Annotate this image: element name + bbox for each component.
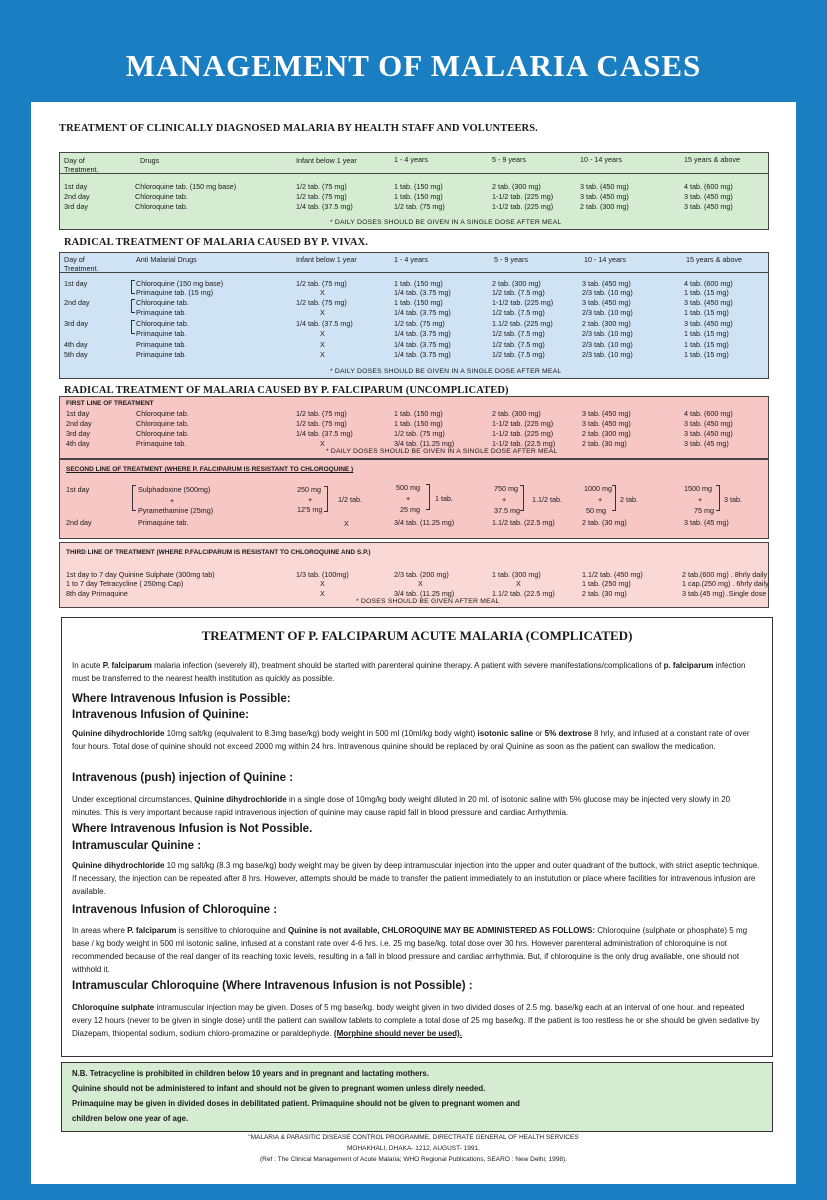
- nb-line-4: children below one year of age.: [72, 1114, 189, 1123]
- s1-cell-r1-c1: Chloroquine tab.: [135, 192, 188, 201]
- s4-cell-r1-c1: X: [320, 579, 325, 588]
- first-line-label: FIRST LINE OF TREATMENT: [66, 400, 154, 407]
- sl-drug-c: Primaquine tab.: [138, 518, 189, 527]
- s1-cell-r0-c2: 1/2 tab. (75 mg): [296, 182, 347, 191]
- s3-cell-r2-c1: Chloroquine tab.: [136, 429, 189, 438]
- s1-cell-r0-c1: Chloroquine tab. (150 mg base): [135, 182, 237, 191]
- s2-cell-r2-c5: 3 tab. (450 mg): [582, 298, 631, 307]
- s4-cell-r2-c0: 8th day Primaquine: [66, 589, 128, 598]
- sl-day2: 2nd day: [66, 518, 92, 527]
- section1-title: TREATMENT OF CLINICALLY DIAGNOSED MALARIA BY HEALTH STAFF AND VOLUNTEERS.: [59, 123, 538, 134]
- sl-c4-tab: 3 tab.: [724, 495, 742, 504]
- sl-c4-a: 1500 mg: [684, 484, 712, 493]
- s4-cell-r0-c4: 1.1/2 tab. (450 mg): [582, 570, 643, 579]
- s2-cell-r4-c6: 3 tab. (450 mg): [684, 319, 733, 328]
- s2-header-5-9: 5 - 9 years: [494, 255, 528, 264]
- s3-cell-r2-c6: 3 tab. (450 mg): [684, 429, 733, 438]
- s2-cell-r0-c6: 4 tab. (600 mg): [684, 279, 733, 288]
- s2-cell-r0-c1: Chloroquine (150 mg base): [136, 279, 224, 288]
- s1-cell-r2-c6: 3 tab. (450 mg): [684, 202, 733, 211]
- s2-cell-r2-c0: 2nd day: [64, 298, 90, 307]
- s4-cell-r2-c5: 3 tab.(45 mg) .Single dose: [682, 589, 767, 598]
- s1-header-infant: Infant below 1 year: [296, 156, 357, 165]
- s2-cell-r2-c1: Chloroquine tab.: [136, 298, 189, 307]
- s2-cell-r3-c2: X: [320, 308, 325, 317]
- s4-cell-r1-c3: X: [516, 579, 521, 588]
- s2-cell-r5-c2: X: [320, 329, 325, 338]
- sl-c1-b: 25 mg: [400, 505, 420, 514]
- s4-cell-r0-c1: 1/3 tab. (100mg): [296, 570, 349, 579]
- s3-cell-r3-c3: 3/4 tab. (11.25 mg): [394, 439, 455, 448]
- sl-plus: +: [170, 496, 175, 505]
- s3-cell-r1-c2: 1/2 tab. (75 mg): [296, 419, 347, 428]
- s2-cell-r6-c3: 1/4 tab. (3.75 mg): [394, 340, 451, 349]
- s2-header-day: Day of Treatment.: [64, 255, 99, 273]
- s3-cell-r3-c0: 4th day: [66, 439, 90, 448]
- section2-title: RADICAL TREATMENT OF MALARIA CAUSED BY P. VIVAX.: [64, 237, 369, 248]
- s2-cell-r1-c2: X: [320, 288, 325, 297]
- s4-cell-r0-c2: 2/3 tab. (200 mg): [394, 570, 449, 579]
- s2-cell-r1-c3: 1/4 tab. (3.75 mg): [394, 288, 451, 297]
- s3-cell-r3-c6: 3 tab. (45 mg): [684, 439, 729, 448]
- s1-header-10-14: 10 - 14 years: [580, 155, 622, 164]
- s2-cell-r7-c2: X: [320, 350, 325, 359]
- footer: [31, 1132, 796, 1165]
- s1-cell-r1-c4: 1-1/2 tab. (225 mg): [492, 192, 554, 201]
- s4-cell-r2-c4: 2 tab. (30 mg): [582, 589, 627, 598]
- sl-c2-a: 750 mg: [494, 484, 518, 493]
- sl-c1-tab: 1 tab.: [435, 494, 453, 503]
- s2-cell-r7-c1: Primaquine tab.: [136, 350, 187, 359]
- heading-push: Intravenous (push) injection of Quinine :: [72, 772, 294, 784]
- s4-cell-r0-c5: 2 tab.(600 mg) . 8hrly daily: [682, 570, 768, 579]
- sl-drug-b: Pyramethamine (25mg): [138, 506, 214, 515]
- s1-cell-r0-c3: 1 tab. (150 mg): [394, 182, 443, 191]
- s2-cell-r5-c4: 1/2 tab. (7.5 mg): [492, 329, 545, 338]
- s2-header-10-14: 10 - 14 years: [584, 255, 626, 264]
- second-line-table: SECOND LINE OF TREATMENT (WHERE P. FALCIPARUM IS RESISTANT TO CHLOROQUINE ) 1st day 2nd day Sulphadoxine (500mg) + Pyramethamine (25mg) Primaquine tab. 250 mg + 12'5 mg 1/2 tab. X 500 mg + 25 mg 1 tab. 3/4 tab. (11.25 mg) 750 mg + 37.5 mg 1.1/2 tab. 1.1/2 tab. (22.5 mg) 1000 mg + 50 mg 2 tab. 2 tab. (30 mg) 1500 mg + 75 mg 3 tab. 3 tab. (45 mg): [59, 459, 769, 539]
- s1-cell-r1-c5: 3 tab. (450 mg): [580, 192, 629, 201]
- second-line-label: SECOND LINE OF TREATMENT (WHERE P. FALCIPARUM IS RESISTANT TO CHLOROQUINE ): [66, 466, 354, 473]
- sl-drug-a: Sulphadoxine (500mg): [138, 485, 211, 494]
- heading-iv-chloroquine: Intravenous Infusion of Chloroquine :: [72, 904, 278, 916]
- s3-cell-r1-c4: 1-1/2 tab. (225 mg): [492, 419, 554, 428]
- s1-cell-r2-c2: 1/4 tab. (37.5 mg): [296, 202, 353, 211]
- nb-line-2: Quinine should not be administered to infant and should not be given to pregnant women unless direly needed.: [72, 1084, 486, 1093]
- s2-cell-r3-c1: Primaquine tab.: [136, 308, 187, 317]
- section1-table: [59, 152, 769, 230]
- s1-header-15: 15 years & above: [684, 155, 740, 164]
- nb-line-3: Primaquine may be given in divided doses in debilitated patient. Primaquine should not be given to pregnant women and: [72, 1099, 520, 1108]
- s2-cell-r6-c0: 4th day: [64, 340, 88, 349]
- s3-cell-r0-c5: 3 tab. (450 mg): [582, 409, 631, 418]
- sl-infant-day2: X: [344, 519, 349, 528]
- s4-cell-r1-c4: 1 tab. (250 mg): [582, 579, 631, 588]
- s3-cell-r0-c1: Chloroquine tab.: [136, 409, 189, 418]
- s3-cell-r1-c5: 3 tab. (450 mg): [582, 419, 631, 428]
- poster-sheet: [31, 102, 796, 1184]
- sl-day1: 1st day: [66, 485, 90, 494]
- s2-cell-r5-c5: 2/3 tab. (10 mg): [582, 329, 633, 338]
- section2-table: [59, 252, 769, 379]
- s2-header-1-4: 1 - 4 years: [394, 255, 428, 264]
- s1-cell-r2-c3: 1/2 tab. (75 mg): [394, 202, 445, 211]
- para-im-chloroquine: Chloroquine sulphate intramuscular injection may be given. Doses of 5 mg base/kg. body weight given in two divided doses of 2.5 mg. base/kg each at an interval of one hour. and repeated every 12 hours (never to be given in single dose) until the patient can swallow tablets to complete a total dose of 25 mg base/kg. If the patient is too restless he or she should be given sedative by Diazepam, thiopental sodium, sodium chloro-promazine or paraldephyde. (Morphine should never be used).: [72, 1003, 760, 1038]
- s3-cell-r1-c0: 2nd day: [66, 419, 92, 428]
- s3-cell-r2-c5: 2 tab. (300 mg): [582, 429, 631, 438]
- section3-title: RADICAL TREATMENT OF MALARIA CAUSED BY P. FALCIPARUM (UNCOMPLICATED): [64, 385, 509, 396]
- nb-note-box: [61, 1062, 773, 1132]
- s2-cell-r0-c4: 2 tab. (300 mg): [492, 279, 541, 288]
- s2-cell-r3-c5: 2/3 tab. (10 mg): [582, 308, 633, 317]
- sl-infant-a: 250 mg: [297, 485, 321, 494]
- s3-cell-r0-c2: 1/2 tab. (75 mg): [296, 409, 347, 418]
- s1-cell-r2-c1: Chloroquine tab.: [135, 202, 188, 211]
- s4-cell-r0-c0: 1st day to 7 day Quinine Sulphate (300mg tab): [66, 570, 215, 579]
- sl-c1-day2: 3/4 tab. (11.25 mg): [394, 518, 455, 527]
- s2-cell-r0-c2: 1/2 tab. (75 mg): [296, 279, 347, 288]
- third-line-table: [59, 542, 769, 608]
- s3-note: * DAILY DOSES SHOULD BE GIVEN IN A SINGLE DOSE AFTER MEAL: [326, 448, 558, 455]
- s3-cell-r0-c3: 1 tab. (150 mg): [394, 409, 443, 418]
- s2-cell-r6-c6: 1 tab. (15 mg): [684, 340, 729, 349]
- s2-cell-r4-c5: 2 tab. (300 mg): [582, 319, 631, 328]
- s2-cell-r4-c2: 1/4 tab. (37.5 mg): [296, 319, 353, 328]
- s3-cell-r2-c0: 3rd day: [66, 429, 90, 438]
- s3-cell-r0-c0: 1st day: [66, 409, 90, 418]
- s1-cell-r2-c4: 1-1/2 tab. (225 mg): [492, 202, 554, 211]
- sl-c1-a: 500 mg: [396, 483, 420, 492]
- s2-cell-r6-c2: X: [320, 340, 325, 349]
- s2-header-15: 15 years & above: [686, 255, 742, 264]
- s4-cell-r1-c5: 1 cap.(250 mg) . 6hrly daily: [682, 579, 769, 588]
- footer-line-2: MOHAKHALI, DHAKA- 1212, AUGUST- 1991.: [347, 1145, 480, 1152]
- s3-cell-r3-c1: Primaquine tab.: [136, 439, 187, 448]
- s2-header-infant: Infant below 1 year: [296, 255, 357, 264]
- sl-c4-b: 75 mg: [694, 506, 714, 515]
- s4-cell-r1-c0: 1 to 7 day Tetracycline ( 250mg Cap): [66, 579, 184, 588]
- s3-cell-r1-c3: 1 tab. (150 mg): [394, 419, 443, 428]
- s2-cell-r0-c5: 3 tab. (450 mg): [582, 279, 631, 288]
- heading-iv-not-possible: Where Intravenous Infusion is Not Possible.: [72, 823, 313, 835]
- heading-iv-quinine: Intravenous Infusion of Quinine:: [72, 709, 249, 721]
- s2-cell-r4-c0: 3rd day: [64, 319, 88, 328]
- s2-cell-r4-c3: 1/2 tab. (75 mg): [394, 319, 445, 328]
- nb-line-1: N.B. Tetracycline is prohibited in children below 10 years and in pregnant and lactating mothers.: [72, 1069, 429, 1078]
- s4-cell-r1-c2: X: [418, 579, 423, 588]
- sl-c3-a: 1000 mg: [584, 484, 612, 493]
- sl-infant-tab: 1/2 tab.: [338, 495, 362, 504]
- s2-header-drugs: Anti Malarial Drugs: [136, 255, 197, 264]
- s2-cell-r2-c4: 1-1/2 tab. (225 mg): [492, 298, 554, 307]
- complicated-intro: In acute P. falciparum malaria infection (severely ill), treatment should be started with parenteral quinine therapy. A patient with severe manifestations/complications of p. falciparum infection must be transferred to the nearest health institution as quickly as possible.: [72, 661, 746, 683]
- s2-cell-r1-c6: 1 tab. (15 mg): [684, 288, 729, 297]
- s2-cell-r2-c3: 1 tab. (150 mg): [394, 298, 443, 307]
- s1-cell-r1-c3: 1 tab. (150 mg): [394, 192, 443, 201]
- para-im-quinine: Quinine dihydrochloride 10 mg salt/kg (8.3 mg base/kg) body weight may be given by deep intramuscular injection into the upper and outer quadrant of the buttock, with strict aseptic technique. If necessary, the injection can be repeated after 8 hrs. However, attempts should be made to transfer the patient immediately to an instutution or place where facilities for intravenous infusion are available.: [72, 861, 760, 896]
- s1-header-day: Day of Treatment.: [64, 156, 99, 174]
- s2-cell-r7-c0: 5th day: [64, 350, 88, 359]
- s2-cell-r3-c4: 1/2 tab. (7.5 mg): [492, 308, 545, 317]
- s1-cell-r2-c0: 3rd day: [64, 202, 88, 211]
- sl-infant-b: 12'5 mg: [297, 505, 323, 514]
- s2-cell-r6-c5: 2/3 tab. (10 mg): [582, 340, 633, 349]
- sl-c3-tab: 2 tab.: [620, 495, 638, 504]
- para-iv-chloroquine: In areas where P. falciparum is sensitive to chloroquine and Quinine is not available, CHLOROQUINE MAY BE ADMINISTERED AS FOLLOWS: Chloroquine (sulphate or phosphate) 5 mg base / kg body weight in 500 ml isotonic saline, infused at a constant rate over 4-6 hrs. i.e. 25 mg base/kg. total dose over 30 hrs. However parenteral administration of chloroquine is not recommended because of the real danger of its reaching toxic levels, resulting in a fall in blood pressure and cardiac arrhythmia. But, if chloroquine is the only drug available, one should not withhold it.: [72, 926, 748, 974]
- s1-cell-r1-c0: 2nd day: [64, 192, 90, 201]
- s1-cell-r2-c5: 2 tab. (300 mg): [580, 202, 629, 211]
- s1-header-5-9: 5 - 9 years: [492, 155, 526, 164]
- footer-line-1: "MALARIA & PARASITIC DISEASE CONTROL PROGRAMME, DIRECTRATE GENERAL OF HEALTH SERVICES: [248, 1134, 579, 1141]
- s2-cell-r6-c1: Primaquine tab.: [136, 340, 187, 349]
- s3-cell-r3-c2: X: [320, 439, 325, 448]
- s3-cell-r1-c1: Chloroquine tab.: [136, 419, 189, 428]
- s2-note: * DAILY DOSES SHOULD BE GIVEN IN A SINGLE DOSE AFTER MEAL: [330, 368, 562, 375]
- s3-cell-r2-c4: 1-1/2 tab. (225 mg): [492, 429, 554, 438]
- s2-cell-r7-c5: 2/3 tab. (10 mg): [582, 350, 633, 359]
- s1-cell-r0-c6: 4 tab. (600 mg): [684, 182, 733, 191]
- s2-cell-r7-c4: 1/2 tab. (7.5 mg): [492, 350, 545, 359]
- s2-cell-r7-c3: 1/4 tab. (3.75 mg): [394, 350, 451, 359]
- s4-cell-r2-c3: 1.1/2 tab. (22.5 mg): [492, 589, 555, 598]
- s2-cell-r2-c2: 1/2 tab. (75 mg): [296, 298, 347, 307]
- first-line-table: [59, 396, 769, 459]
- s2-cell-r6-c4: 1/2 tab. (7.5 mg): [492, 340, 545, 349]
- s3-cell-r3-c4: 1-1/2 tab. (22.5 mg): [492, 439, 556, 448]
- sl-c2-tab: 1.1/2 tab.: [532, 495, 562, 504]
- para-push: Under exceptional circumstances, Quinine dihydrochloride in a single dose of 10mg/kg body weight diluted in 20 ml. of isotonic saline with 5% glucose may be injected very slowly in 20 minutes. This is very important because rapid intravenous injection of quinine may cause rapid fall in blood pressure and cardiac Arrhythmia.: [72, 795, 731, 817]
- s2-cell-r4-c1: Chloroquine tab.: [136, 319, 189, 328]
- footer-line-3: (Ref : The Clinical Management of Acute Malaria; WHO Regional Publications, SEARO : New Delhi; 1998).: [260, 1156, 567, 1163]
- s2-cell-r5-c3: 1/4 tab. (3.75 mg): [394, 329, 451, 338]
- s1-header-drugs: Drugs: [140, 156, 160, 165]
- s4-note: * DOSES SHOULD BE GIVEN AFTER MEAL: [356, 598, 500, 605]
- s1-cell-r0-c0: 1st day: [64, 182, 88, 191]
- s1-cell-r1-c6: 3 tab. (450 mg): [684, 192, 733, 201]
- heading-im-chloroquine: Intramuscular Chloroquine (Where Intravenous Infusion is not Possible) :: [72, 980, 473, 992]
- heading-im-quinine: Intramuscular Quinine :: [72, 840, 202, 852]
- s2-cell-r1-c1: Primaquine tab. (15 mg): [136, 288, 214, 297]
- s2-cell-r0-c3: 1 tab. (150 mg): [394, 279, 443, 288]
- sl-c2-day2: 1.1/2 tab. (22.5 mg): [492, 518, 555, 527]
- complicated-title: TREATMENT OF P. FALCIPARUM ACUTE MALARIA (COMPLICATED): [201, 628, 633, 643]
- s2-cell-r0-c0: 1st day: [64, 279, 88, 288]
- para-iv-quinine: Quinine dihydrochloride 10mg salt/kg (equivalent to 8.3mg base/kg) body weight in 500 ml (10ml/kg body wight) isotonic saline or 5% dextrose 8 hrly, and infused at a constant rate of over four hours. Total dose of quinine should not exceed 2000 mg within 24 hrs. Intravenous quinine should be replaced by oral Quinine as soon as the patient can swallow the medication.: [72, 729, 750, 751]
- heading-iv-possible: Where Intravenous Infusion is Possible:: [72, 693, 291, 705]
- complicated-treatment-box: [61, 617, 773, 1057]
- s1-note: * DAILY DOSES SHOULD BE GIVEN IN A SINGLE DOSE AFTER MEAL: [330, 219, 562, 226]
- s3-cell-r0-c6: 4 tab. (600 mg): [684, 409, 733, 418]
- s4-cell-r0-c3: 1 tab. (300 mg): [492, 570, 541, 579]
- s2-cell-r3-c6: 1 tab. (15 mg): [684, 308, 729, 317]
- s3-cell-r1-c6: 3 tab. (450 mg): [684, 419, 733, 428]
- s1-cell-r0-c5: 3 tab. (450 mg): [580, 182, 629, 191]
- sl-c2-b: 37.5 mg: [494, 506, 520, 515]
- s2-cell-r4-c4: 1.1/2 tab. (225 mg): [492, 319, 553, 328]
- s2-cell-r5-c1: Primaquine tab.: [136, 329, 187, 338]
- s2-cell-r2-c6: 3 tab. (450 mg): [684, 298, 733, 307]
- s2-cell-r1-c4: 1/2 tab. (7.5 mg): [492, 288, 545, 297]
- sl-c3-b: 50 mg: [586, 506, 606, 515]
- sl-c4-day2: 3 tab. (45 mg): [684, 518, 729, 527]
- s3-cell-r0-c4: 2 tab. (300 mg): [492, 409, 541, 418]
- s4-cell-r2-c1: X: [320, 589, 325, 598]
- s2-cell-r5-c6: 1 tab. (15 mg): [684, 329, 729, 338]
- s1-cell-r1-c2: 1/2 tab. (75 mg): [296, 192, 347, 201]
- s2-cell-r1-c5: 2/3 tab. (10 mg): [582, 288, 633, 297]
- s3-cell-r2-c2: 1/4 tab. (37.5 mg): [296, 429, 353, 438]
- s1-header-1-4: 1 - 4 years: [394, 155, 428, 164]
- s2-cell-r7-c6: 1 tab. (15 mg): [684, 350, 729, 359]
- third-line-label: THIRD LINE OF TREATMENT (WHERE P.FALCIPARUM IS RESISTANT TO CHLOROQUINE AND S.P.): [66, 549, 371, 556]
- s1-cell-r0-c4: 2 tab. (300 mg): [492, 182, 541, 191]
- s3-cell-r3-c5: 2 tab. (30 mg): [582, 439, 627, 448]
- s2-cell-r3-c3: 1/4 tab. (3.75 mg): [394, 308, 451, 317]
- sl-c3-day2: 2 tab. (30 mg): [582, 518, 627, 527]
- s4-cell-r2-c2: 3/4 tab. (11.25 mg): [394, 589, 455, 598]
- s3-cell-r2-c3: 1/2 tab. (75 mg): [394, 429, 445, 438]
- page-title: MANAGEMENT OF MALARIA CASES: [125, 48, 702, 83]
